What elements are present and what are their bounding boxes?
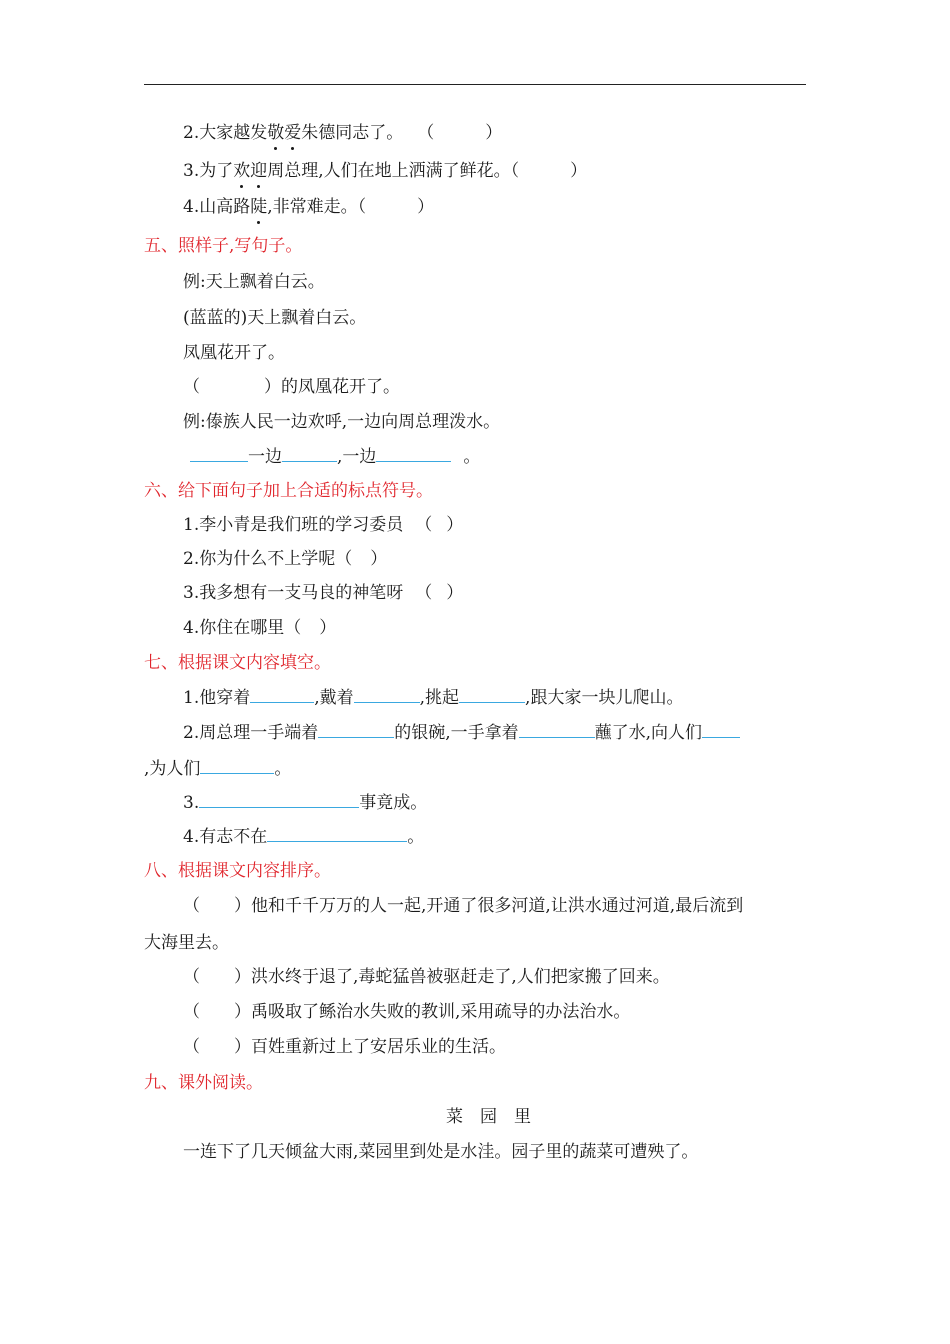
q7-line-3: 3. 事竟成。: [183, 790, 427, 815]
passage-paragraph-1: 一连下了几天倾盆大雨,菜园里到处是水洼。园子里的蔬菜可遭殃了。: [183, 1142, 699, 1162]
q5-example-2: 例:傣族人民一边欢呼,一边向周总理泼水。: [183, 412, 501, 432]
q5-example-1-answer: (蓝蓝的)天上飘着白云。: [183, 308, 367, 328]
blank-line[interactable]: [250, 685, 314, 703]
q5-example-1: 例:天上飘着白云。: [183, 272, 325, 292]
q6-item-1: 1.李小青是我们班的学习委员 （ ）: [183, 515, 464, 535]
q7-line-2: 2.周总理一手端着 的银碗,一手拿着 蘸了水,向人们: [183, 720, 740, 745]
q5-heading: 五、照样子,写句子。: [144, 236, 303, 256]
q8-item-4: （ ）百姓重新过上了安居乐业的生活。: [183, 1037, 506, 1057]
blank-line[interactable]: [519, 720, 595, 738]
q8-item-3: （ ）禹吸取了鲧治水失败的教训,采用疏导的办法治水。: [183, 1002, 631, 1022]
blank-line[interactable]: [200, 756, 274, 774]
q8-item-1: （ ）他和千千万万的人一起,开通了很多河道,让洪水通过河道,最后流到: [183, 896, 744, 916]
q5-sentence-1: 凤凰花开了。: [183, 343, 285, 363]
q5-fill-1: （ ）的凤凰花开了。: [183, 377, 400, 397]
blank-line[interactable]: [354, 685, 420, 703]
q6-heading: 六、给下面句子加上合适的标点符号。: [144, 481, 433, 501]
blank-line[interactable]: [318, 720, 394, 738]
header-rule: [144, 84, 806, 85]
q4-item-3: 3.为了欢迎周总理,人们在地上洒满了鲜花。（ ）: [183, 161, 588, 181]
q7-line-2b: ,为人们 。: [144, 756, 291, 781]
q4-item-2: 2.大家越发敬爱朱德同志了。 （ ）: [183, 123, 503, 143]
blank-line[interactable]: [267, 824, 407, 842]
q9-heading: 九、课外阅读。: [144, 1073, 263, 1093]
q7-line-1: 1.他穿着 ,戴着 ,挑起 ,跟大家一块儿爬山。: [183, 685, 683, 710]
blank-line[interactable]: [190, 444, 248, 462]
passage-title: 菜 园 里: [446, 1107, 531, 1127]
q6-item-2: 2.你为什么不上学呢（ ）: [183, 549, 388, 569]
q8-item-2: （ ）洪水终于退了,毒蛇猛兽被驱赶走了,人们把家搬了回来。: [183, 967, 670, 987]
blank-line[interactable]: [199, 790, 359, 808]
q7-heading: 七、根据课文内容填空。: [144, 653, 331, 673]
blank-line[interactable]: [702, 720, 740, 738]
blank-line[interactable]: [459, 685, 525, 703]
answer-paren: （ ）: [510, 161, 588, 181]
q4-item-4: 4.山高路陡,非常难走。（ ）: [183, 197, 435, 217]
blank-line[interactable]: [376, 444, 451, 462]
q6-item-4: 4.你住在哪里（ ）: [183, 618, 337, 638]
q7-line-4: 4.有志不在 。: [183, 824, 424, 849]
blank-line[interactable]: [282, 444, 337, 462]
answer-paren: （ ）: [357, 197, 435, 217]
q5-fill-2: 一边 ,一边 。: [190, 444, 480, 469]
answer-paren: （ ）: [417, 123, 503, 143]
q6-item-3: 3.我多想有一支马良的神笔呀 （ ）: [183, 583, 464, 603]
q8-item-1-cont: 大海里去。: [144, 933, 229, 953]
q8-heading: 八、根据课文内容排序。: [144, 861, 331, 881]
